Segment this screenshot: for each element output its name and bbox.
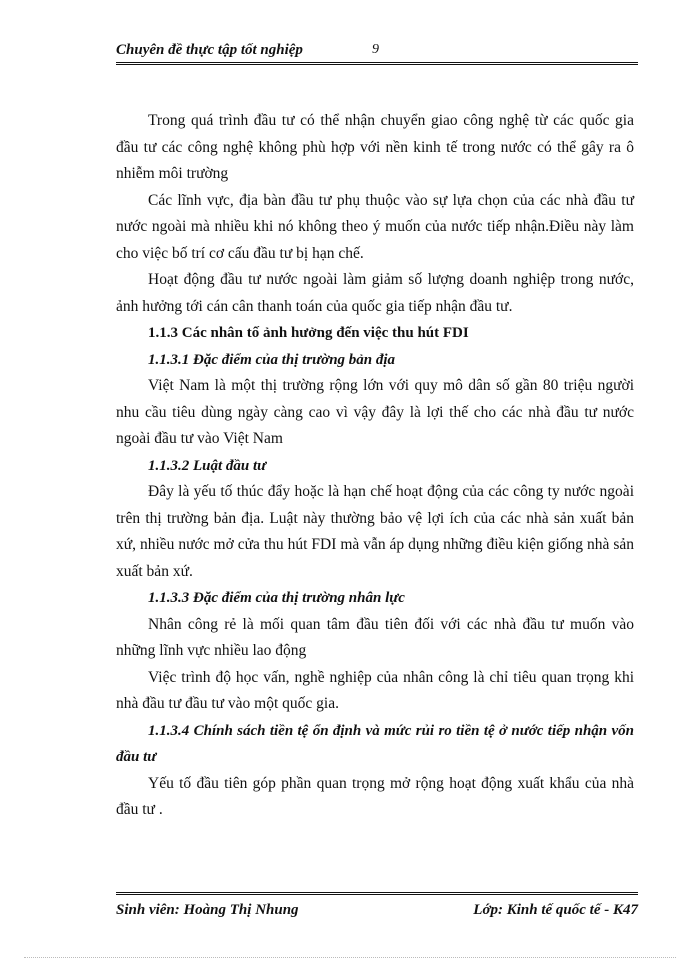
paragraph: Trong quá trình đầu tư có thể nhận chuyển giao công nghệ từ các quốc gia đầu tư các công nghệ không phù hợp với nền kinh tế trong nước có thể gây ra ô nhiễm môi trường <box>116 112 634 182</box>
header-title: Chuyên đề thực tập tốt nghiệp <box>116 42 303 58</box>
page-edge-divider <box>24 957 676 958</box>
subsection-heading: 1.1.3.1 Đặc điểm của thị trường bản địa <box>148 351 396 368</box>
page-number: 9 <box>372 42 379 57</box>
paragraph: Việt Nam là một thị trường rộng lớn với quy mô dân số gần 80 triệu người nhu cầu tiêu dùng ngày càng cao vì vậy đây là lợi thế cho các nhà đầu tư nước ngoài đầu tư vào Việt Nam <box>116 377 634 447</box>
footer-rule <box>116 892 638 895</box>
paragraph: Nhân công rẻ là mối quan tâm đầu tiên đối với các nhà đầu tư muốn vào những lĩnh vực nhiều lao động <box>116 615 634 659</box>
paragraph: Yếu tố đầu tiên góp phần quan trọng mở rộng hoạt động xuất khẩu của nhà đầu tư . <box>116 774 634 818</box>
footer-student: Sinh viên: Hoàng Thị Nhung <box>116 902 299 918</box>
header-rule <box>116 62 638 65</box>
subsection-heading: 1.1.3.2 Luật đầu tư <box>148 457 267 474</box>
paragraph: Hoạt động đầu tư nước ngoài làm giảm số lượng doanh nghiệp trong nước, ảnh hưởng tới cán cân thanh toán của quốc gia tiếp nhận đầu tư. <box>116 271 634 315</box>
paragraph: Việc trình độ học vấn, nghề nghiệp của nhân công là chỉ tiêu quan trọng khi nhà đầu tư đầu tư vào một quốc gia. <box>116 668 634 712</box>
page-footer <box>116 892 638 932</box>
subsection-heading: 1.1.3.3 Đặc điểm của thị trường nhân lực <box>148 590 405 606</box>
subsection-heading: 1.1.3.4 Chính sách tiền tệ ổn định và mức rủi ro tiền tệ ở nước tiếp nhận vốn đầu tư <box>116 722 634 765</box>
paragraph: Các lĩnh vực, địa bàn đầu tư phụ thuộc vào sự lựa chọn của các nhà đầu tư nước ngoài mà nhiều khi nó không theo ý muốn của nước tiếp nhận.Điều này làm cho việc bố trí cơ cấu đầu tư bị hạn chế. <box>116 191 634 262</box>
section-heading: 1.1.3 Các nhân tố ảnh hưởng đến việc thu hút FDI <box>148 325 469 341</box>
footer-class: Lớp: Kinh tế quốc tế - K47 <box>473 902 638 918</box>
page-header <box>116 40 638 64</box>
paragraph: Đây là yếu tố thúc đẩy hoặc là hạn chế hoạt động của các công ty nước ngoài trên thị trường bản địa. Luật này thường bảo vệ lợi ích của các nhà sản xuất bản xứ, nhiều nước mở cửa thu hút FDI mà vẫn áp dụng những điều kiện giống nhà sản xuất bản xứ. <box>116 483 634 580</box>
body-text <box>116 108 634 824</box>
